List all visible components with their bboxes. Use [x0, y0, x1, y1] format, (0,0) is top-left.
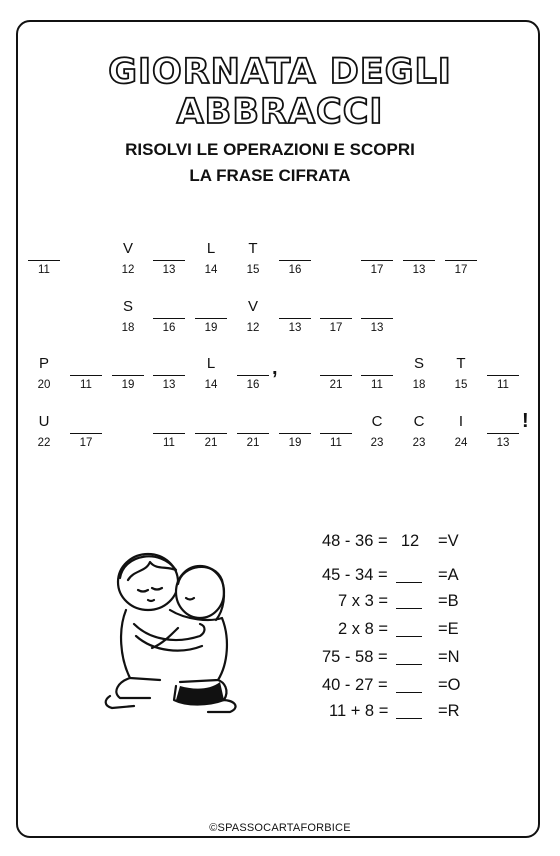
- cipher-cell[interactable]: [487, 411, 519, 452]
- cipher-letter: [361, 238, 393, 260]
- footer-credit: ©SPASSOCARTAFORBICE: [209, 822, 351, 834]
- answer-blank[interactable]: [396, 608, 422, 609]
- cipher-letter: P: [38, 355, 49, 372]
- cipher-number: 13: [288, 322, 302, 334]
- cipher-number: 15: [246, 264, 260, 276]
- cipher-cell[interactable]: [195, 296, 227, 337]
- cipher-number: 18: [121, 322, 135, 334]
- cipher-number: 16: [246, 379, 260, 391]
- operation-answer: 12: [400, 532, 420, 550]
- cipher-letter: L: [206, 240, 216, 257]
- cipher-number: 17: [454, 264, 468, 276]
- cipher-number: 23: [412, 437, 426, 449]
- answer-blank[interactable]: [396, 636, 422, 637]
- cipher-cell[interactable]: [445, 238, 477, 279]
- letter-key: =O: [438, 676, 461, 694]
- instructions-line-1: RISOLVI LE OPERAZIONI E SCOPRI: [125, 140, 415, 159]
- cipher-number: 11: [330, 437, 342, 449]
- cipher-letter: [487, 353, 519, 375]
- cipher-number: 21: [329, 379, 343, 391]
- cipher-number: 13: [370, 322, 384, 334]
- cipher-number: 11: [80, 379, 92, 391]
- cipher-cell[interactable]: [487, 353, 519, 394]
- cipher-letter: [279, 296, 311, 318]
- operation-expression: 11 + 8 =: [329, 702, 389, 720]
- instructions: [0, 137, 540, 189]
- letter-key: =R: [438, 702, 460, 720]
- cipher-cell[interactable]: [445, 411, 477, 452]
- cipher-letter: C: [413, 413, 425, 430]
- cipher-number: 11: [163, 437, 175, 449]
- cipher-number: 17: [79, 437, 93, 449]
- letter-key: =A: [438, 566, 459, 584]
- cipher-letter: [153, 238, 185, 260]
- cipher-number: 12: [246, 322, 260, 334]
- cipher-letter: [70, 353, 102, 375]
- cipher-letter: [153, 411, 185, 433]
- cipher-number: 19: [204, 322, 218, 334]
- cipher-letter: [237, 411, 269, 433]
- operation-expression: 48 - 36 =: [322, 532, 388, 550]
- letter-key: =E: [438, 620, 459, 638]
- cipher-letter: T: [248, 240, 258, 257]
- cipher-number: 17: [329, 322, 343, 334]
- answer-blank[interactable]: [396, 582, 422, 583]
- cipher-letter: [112, 353, 144, 375]
- cipher-letter: L: [206, 355, 216, 372]
- cipher-letter: [195, 296, 227, 318]
- cipher-letter: C: [371, 413, 383, 430]
- cipher-letter: [361, 296, 393, 318]
- cipher-cell[interactable]: [361, 296, 393, 337]
- cipher-number: 13: [162, 264, 176, 276]
- cipher-number: 22: [37, 437, 51, 449]
- cipher-cell[interactable]: [112, 238, 144, 279]
- cipher-cell[interactable]: [195, 238, 227, 279]
- cipher-letter: [320, 411, 352, 433]
- instructions-line-2: LA FRASE CIFRATA: [189, 166, 351, 185]
- cipher-cell[interactable]: [320, 411, 352, 452]
- cipher-cell[interactable]: [361, 411, 393, 452]
- cipher-cell[interactable]: [153, 296, 185, 337]
- letter-key: =B: [438, 592, 459, 610]
- cipher-cell[interactable]: [70, 411, 102, 452]
- cipher-letter: [361, 353, 393, 375]
- cipher-cell[interactable]: [320, 353, 352, 394]
- cipher-cell[interactable]: [153, 238, 185, 279]
- cipher-letter: [279, 411, 311, 433]
- cipher-number: 24: [454, 437, 468, 449]
- cipher-number: 15: [454, 379, 468, 391]
- cipher-number: 11: [38, 264, 50, 276]
- cipher-cell[interactable]: [279, 296, 311, 337]
- cipher-cell[interactable]: [153, 411, 185, 452]
- cipher-number: 23: [370, 437, 384, 449]
- cipher-number: 19: [288, 437, 302, 449]
- cipher-number: 21: [246, 437, 260, 449]
- operation-expression: 75 - 58 =: [322, 648, 388, 666]
- cipher-letter: [320, 353, 352, 375]
- cipher-letter: T: [456, 355, 466, 372]
- cipher-letter: [70, 411, 102, 433]
- answer-blank[interactable]: [396, 718, 422, 719]
- operation-expression: 45 - 34 =: [322, 566, 388, 584]
- answer-blank[interactable]: [396, 692, 422, 693]
- cipher-cell[interactable]: [403, 238, 435, 279]
- cipher-number: 13: [496, 437, 510, 449]
- cipher-number: 21: [204, 437, 218, 449]
- letter-key: =V: [438, 532, 459, 550]
- exclamation-mark: !: [522, 410, 529, 432]
- cipher-letter: S: [122, 298, 133, 315]
- cipher-letter: I: [458, 413, 464, 430]
- cipher-letter: [28, 238, 60, 260]
- cipher-cell[interactable]: [237, 411, 269, 452]
- cipher-number: 18: [412, 379, 426, 391]
- cipher-letter: [487, 411, 519, 433]
- cipher-cell[interactable]: [195, 353, 227, 394]
- cipher-letter: S: [413, 355, 424, 372]
- cipher-number: 13: [162, 379, 176, 391]
- cipher-number: 11: [497, 379, 509, 391]
- cipher-cell[interactable]: [403, 411, 435, 452]
- cipher-number: 16: [162, 322, 176, 334]
- operation-expression: 7 x 3 =: [338, 592, 388, 610]
- cipher-cell[interactable]: [237, 296, 269, 337]
- cipher-letter: [320, 296, 352, 318]
- operation-expression: 2 x 8 =: [338, 620, 388, 638]
- cipher-cell[interactable]: [28, 411, 60, 452]
- page-title: GIORNATA DEGLI ABBRACCI: [108, 52, 452, 132]
- cipher-cell[interactable]: [237, 353, 269, 394]
- cipher-number: 20: [37, 379, 51, 391]
- cipher-cell[interactable]: [70, 353, 102, 394]
- cipher-cell[interactable]: [361, 238, 393, 279]
- cipher-cell[interactable]: [237, 238, 269, 279]
- cipher-letter: [445, 238, 477, 260]
- cipher-number: 14: [204, 379, 218, 391]
- cipher-cell[interactable]: [320, 296, 352, 337]
- cipher-letter: V: [247, 298, 258, 315]
- cipher-cell[interactable]: [279, 238, 311, 279]
- cipher-letter: [153, 296, 185, 318]
- cipher-letter: [153, 353, 185, 375]
- cipher-number: 17: [370, 264, 384, 276]
- letter-key: =N: [438, 648, 460, 666]
- cipher-cell[interactable]: [403, 353, 435, 394]
- cipher-letter: [195, 411, 227, 433]
- cipher-cell[interactable]: [112, 353, 144, 394]
- cipher-number: 11: [371, 379, 383, 391]
- answer-blank[interactable]: [396, 664, 422, 665]
- cipher-letter: [403, 238, 435, 260]
- cipher-number: 12: [121, 264, 135, 276]
- cipher-letter: U: [38, 413, 50, 430]
- cipher-number: 16: [288, 264, 302, 276]
- cipher-number: 19: [121, 379, 135, 391]
- cipher-cell[interactable]: [153, 353, 185, 394]
- comma-mark: ,: [272, 357, 278, 379]
- cipher-letter: [237, 353, 269, 375]
- cipher-letter: [279, 238, 311, 260]
- operation-expression: 40 - 27 =: [322, 676, 388, 694]
- cipher-cell[interactable]: [279, 411, 311, 452]
- cipher-cell[interactable]: [28, 238, 60, 279]
- cipher-cell[interactable]: [195, 411, 227, 452]
- hugging-children-icon: [90, 540, 250, 720]
- cipher-number: 14: [204, 264, 218, 276]
- cipher-cell[interactable]: [112, 296, 144, 337]
- cipher-cell[interactable]: [361, 353, 393, 394]
- cipher-letter: V: [122, 240, 133, 257]
- cipher-cell[interactable]: [445, 353, 477, 394]
- cipher-number: 13: [412, 264, 426, 276]
- cipher-cell[interactable]: [28, 353, 60, 394]
